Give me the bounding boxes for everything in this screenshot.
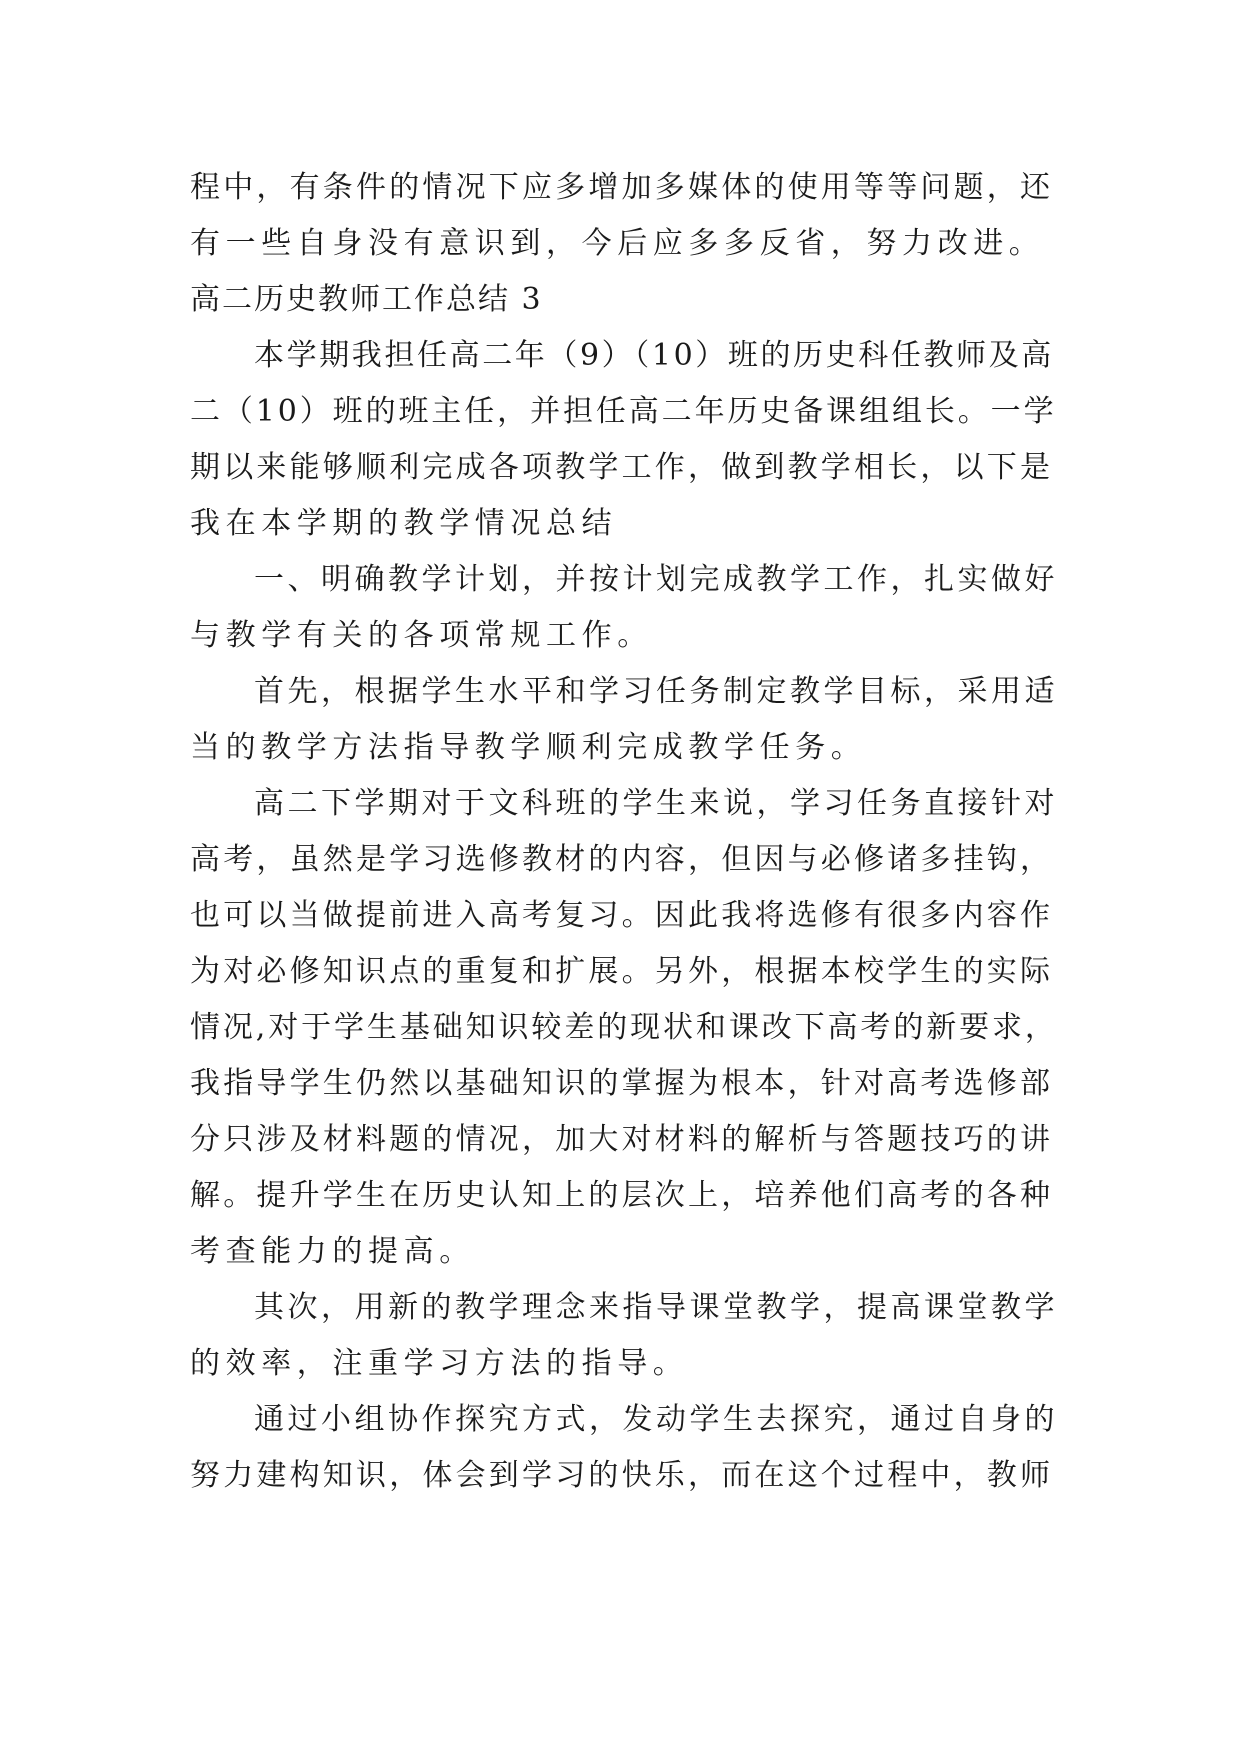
paragraph-first-line: 本学期我担任高二年（9）（10）班的历史科任教师及高 (254, 338, 1054, 373)
body-line: 有一些自身没有意识到，今后应多多反省，努力改进。 (190, 226, 1045, 261)
section-heading: 高二历史教师工作总结 3 (190, 282, 543, 317)
paragraph-first-line: 通过小组协作探究方式，发动学生去探究，通过自身的 (254, 1402, 1058, 1437)
paragraph-first-line: 高二下学期对于文科班的学生来说，学习任务直接针对 (254, 786, 1058, 821)
body-line: 分只涉及材料题的情况，加大对材料的解析与答题技巧的讲 (190, 1122, 1054, 1157)
body-line: 期以来能够顺利完成各项教学工作，做到教学相长，以下是 (190, 450, 1054, 485)
body-line: 考查能力的提高。 (190, 1234, 475, 1269)
body-line: 二（10）班的班主任，并担任高二年历史备课组组长。一学 (190, 394, 1057, 429)
body-line: 努力建构知识，体会到学习的快乐，而在这个过程中，教师 (190, 1458, 1054, 1493)
paragraph-first-line: 一、明确教学计划，并按计划完成教学工作，扎实做好 (254, 562, 1058, 597)
body-line: 解。提升学生在历史认知上的层次上，培养他们高考的各种 (190, 1178, 1054, 1213)
body-line: 与教学有关的各项常规工作。 (190, 618, 653, 653)
body-line: 也可以当做提前进入高考复习。因此我将选修有很多内容作 (190, 898, 1054, 933)
body-line: 我指导学生仍然以基础知识的掌握为根本，针对高考选修部 (190, 1066, 1054, 1101)
paragraph-first-line: 其次，用新的教学理念来指导课堂教学，提高课堂教学 (254, 1290, 1058, 1325)
body-line: 我在本学期的教学情况总结 (190, 506, 618, 541)
body-line: 程中，有条件的情况下应多增加多媒体的使用等等问题，还 (190, 170, 1054, 205)
paragraph-first-line: 首先，根据学生水平和学习任务制定教学目标，采用适 (254, 674, 1058, 709)
body-line: 情况,对于学生基础知识较差的现状和课改下高考的新要求， (190, 1010, 1058, 1045)
body-line: 当的教学方法指导教学顺利完成教学任务。 (190, 730, 867, 765)
body-line: 的效率，注重学习方法的指导。 (190, 1346, 689, 1381)
body-line: 为对必修知识点的重复和扩展。另外，根据本校学生的实际 (190, 954, 1054, 989)
body-line: 高考，虽然是学习选修教材的内容，但因与必修诸多挂钩， (190, 842, 1054, 877)
